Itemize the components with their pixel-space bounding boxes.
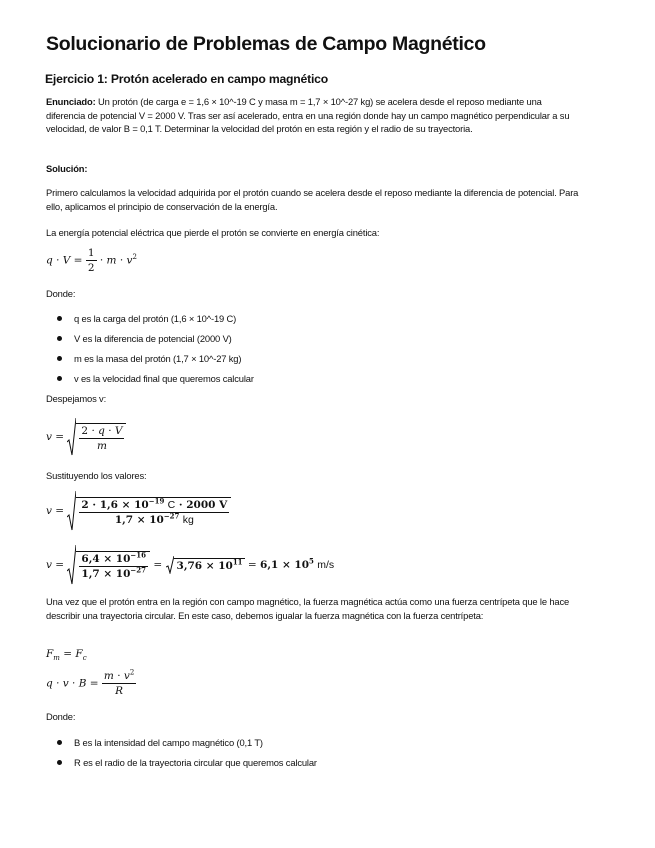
variable-list-1 xyxy=(46,312,254,392)
paragraph-energy-conversion: La energía potencial eléctrica que pierde el protón se convierte en energía cinética: xyxy=(46,227,380,238)
list-item: m es la masa del protón (1,7 × 10^-27 kg) xyxy=(46,352,254,372)
donde-label-2: Donde: xyxy=(46,711,76,722)
statement-text: Un protón (de carga e = 1,6 × 10^-19 C y masa m = 1,7 × 10^-27 kg) se acelera desde el reposo mediante una diferencia de potencial V = 2000 V. Tras ser así acelerado, entra en una región donde hay un campo magnético perpendicular a su velocidad, de valor B = 0,1 T. Determinar la velocidad del protón en esta región y el radio de su trayectoria. xyxy=(46,96,570,135)
despejamos-label: Despejamos v: xyxy=(46,393,107,404)
list-item: q es la carga del protón (1,6 × 10^-19 C) xyxy=(46,312,254,332)
donde-label-1: Donde: xyxy=(46,288,76,299)
equation-substitution: v = $\frac{2 \cdot 1,6 \times 10^{-19} C \cdot 2000 V}{1,7 \times 10^{-27} kg}$ xyxy=(46,491,231,531)
list-item: R es el radio de la trayectoria circular que queremos calcular xyxy=(46,756,317,776)
list-item: v es la velocidad final que queremos calcular xyxy=(46,372,254,392)
variable-list-2 xyxy=(46,736,317,776)
paragraph-magnetic-force: Una vez que el protón entra en la región con campo magnético, la fuerza magnética actúa como una fuerza centrípeta que le hace describir una trayectoria circular. En este caso, debemos igualar la fuerza magnética con la fuerza centrípeta: xyxy=(46,596,570,621)
statement-label: Enunciado: xyxy=(46,96,96,107)
exercise-title: Ejercicio 1: Protón acelerado en campo magnético xyxy=(45,72,328,86)
document-title: Solucionario de Problemas de Campo Magnético xyxy=(46,33,486,55)
solution-label: Solución: xyxy=(46,163,88,174)
equation-velocity-result: v = $\frac{6,4 \times 10^{-16}}{1,7 \times 10^{-27}}$ = $3,76 \times 10^{11} = 6,1 \times 10^5$ m/s xyxy=(46,545,334,585)
equation-lorentz-centripetal: q · v · B = $\frac{m \cdot v^2}{R}$ xyxy=(46,668,135,697)
sustituyendo-label: Sustituyendo los valores: xyxy=(46,470,147,481)
statement-paragraph xyxy=(46,95,581,136)
equation-energy: q · V = $\frac{1}{2}$ · $m \cdot v^2$ xyxy=(46,247,137,274)
paragraph-energy-conservation: Primero calculamos la velocidad adquirida por el protón cuando se acelera desde el reposo mediante la diferencia de potencial. Para ello, aplicamos el principio de conservación de la energía. xyxy=(46,187,579,212)
list-item: B es la intensidad del campo magnético (0,1 T) xyxy=(46,736,317,756)
list-item: V es la diferencia de potencial (2000 V) xyxy=(46,332,254,352)
equation-force-balance: $F_m = F_c$ xyxy=(46,648,87,663)
equation-velocity-formula: v = $\frac{2 \cdot q \cdot V}{m}$ xyxy=(46,418,126,456)
